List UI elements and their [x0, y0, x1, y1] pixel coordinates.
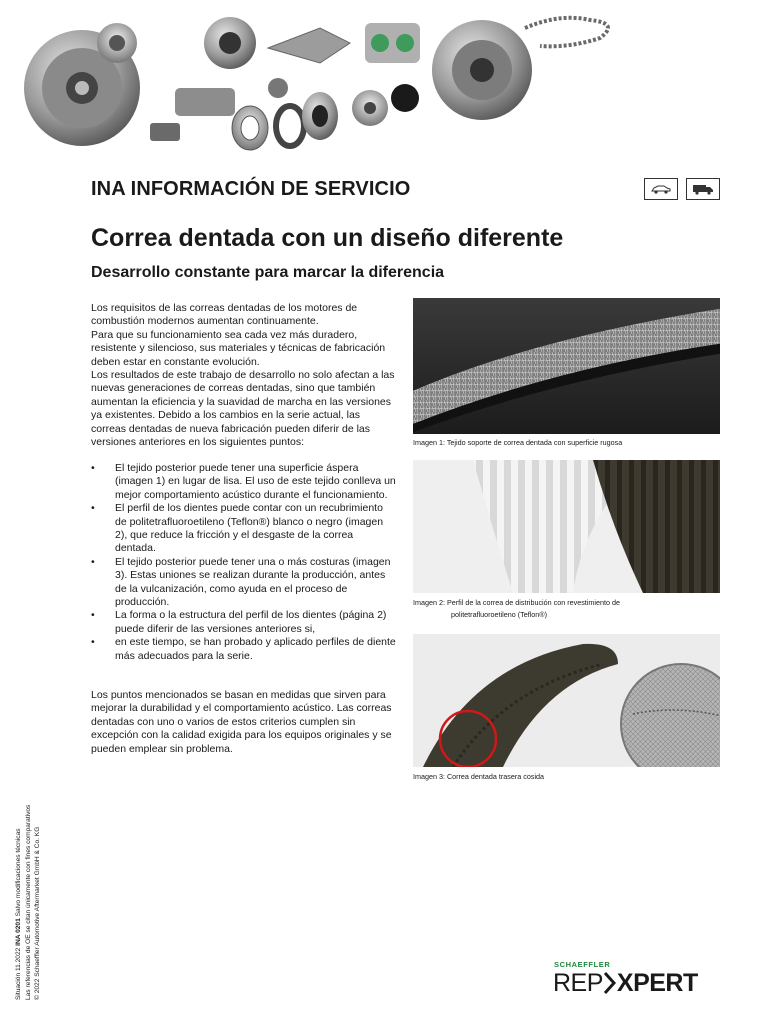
bearing-images — [232, 92, 338, 150]
logo-xpert: XPERT — [616, 969, 698, 997]
chevron-icon — [603, 972, 617, 994]
bullet-item: • La forma o la estructura del perfil de los dientes (página 2) puede diferir de las versiones anteriores si, — [91, 609, 396, 636]
intro-paragraph: Para que su funcionamiento sea cada vez más duradero, resistente y silencioso, sus materiales y técnicas de fabricación deben estar en constante evolución. — [91, 328, 386, 368]
intro-paragraph: Los resultados de este trabajo de desarrollo no solo afectan a las nuevas generaciones de correas dentadas, sino que también aumentan la eficiencia y la suavidad de marcha en las versiones ya existentes. Debido a los cambios en la serie actual, las correas dentadas de nueva fabricación pueden diferir de las versiones anteriores en los siguientes puntos: — [91, 369, 395, 449]
legal-line: Las referencias de OE se citan únicamente con fines comparativos — [24, 804, 32, 1000]
bullet-list — [91, 462, 396, 663]
image-caption-2 — [413, 597, 723, 621]
schaeffler-brand: SCHAEFFLER — [554, 960, 611, 969]
legal-line — [14, 770, 24, 1000]
legal-sidebar — [14, 770, 43, 1000]
bullet-item: • El tejido posterior puede tener una o más costuras (imagen 3). Estas uniones se realizan durante la producción, antes de la vulcanización, como ayuda en el proceso de producción. — [91, 556, 396, 610]
conclusion-paragraph: Los puntos mencionados se basan en medidas que sirven para mejorar la durabilidad y el comportamiento acústico. Las correas dentadas con uno o varios de estos criterios cumplen sin excepción con la calidad exigida para los equipos originales y se pueden emplear sin problema. — [91, 689, 392, 755]
caption-line: Imagen 2: Perfil de la correa de distribución con revestimiento de — [413, 598, 620, 607]
legal-date: Situación 11.2022 — [15, 945, 22, 1000]
service-info-header: INA INFORMACIÓN DE SERVICIO — [91, 178, 411, 200]
bullet-item: • El perfil de los dientes puede contar con un recubrimiento de politetrafluoroetileno (Teflon®) blanco o negro (imagen 2), que reduce la fricción y el desgaste de la correa dentada. — [91, 502, 396, 556]
image-caption: Imagen 1: Tejido soporte de correa dentada con superficie rugosa — [413, 438, 623, 447]
clutch-pressure-plate-image — [432, 20, 532, 120]
intro-text — [91, 302, 396, 449]
article-subtitle: Desarrollo constante para marcar la diferencia — [91, 264, 445, 281]
caption-line: politetrafluoroetileno (Teflon®) — [451, 610, 547, 619]
parts-banner-image — [20, 8, 750, 163]
belt-teflon-profile-photo — [413, 460, 720, 593]
document-code: INA 0201 — [15, 918, 22, 946]
car-icon — [644, 178, 678, 200]
article-title: Correa dentada con un diseño diferente — [91, 224, 564, 252]
legal-line: © 2022 Schaeffler Automotive Aftermarket GmbH & Co. KG — [34, 826, 41, 1000]
image-caption: Imagen 3: Correa dentada trasera cosida — [413, 772, 545, 781]
belt-stitched-photo — [413, 634, 720, 767]
legal-note: Salvo modificaciones técnicas — [15, 828, 22, 919]
conclusion-text — [91, 689, 396, 756]
bullet-item: • El tejido posterior puede tener una superficie áspera (imagen 1) en lugar de lisa. El uso de este tejido conlleva un mejor comportamiento acústico durante el funcionamiento. — [91, 462, 396, 502]
logo-rep: REP — [553, 969, 603, 997]
repxpert-wordmark — [553, 968, 698, 998]
wheel-bearing-image — [204, 17, 256, 69]
bullet-item: • en este tiempo, se han probado y aplicado perfiles de diente más adecuados para la serie. — [91, 636, 396, 663]
intro-paragraph: Los requisitos de las correas dentadas de los motores de combustión modernos aumentan continuamente. — [91, 302, 358, 328]
belt-rough-surface-photo — [413, 298, 720, 434]
repxpert-logo — [553, 960, 723, 1000]
truck-icon — [686, 178, 720, 200]
